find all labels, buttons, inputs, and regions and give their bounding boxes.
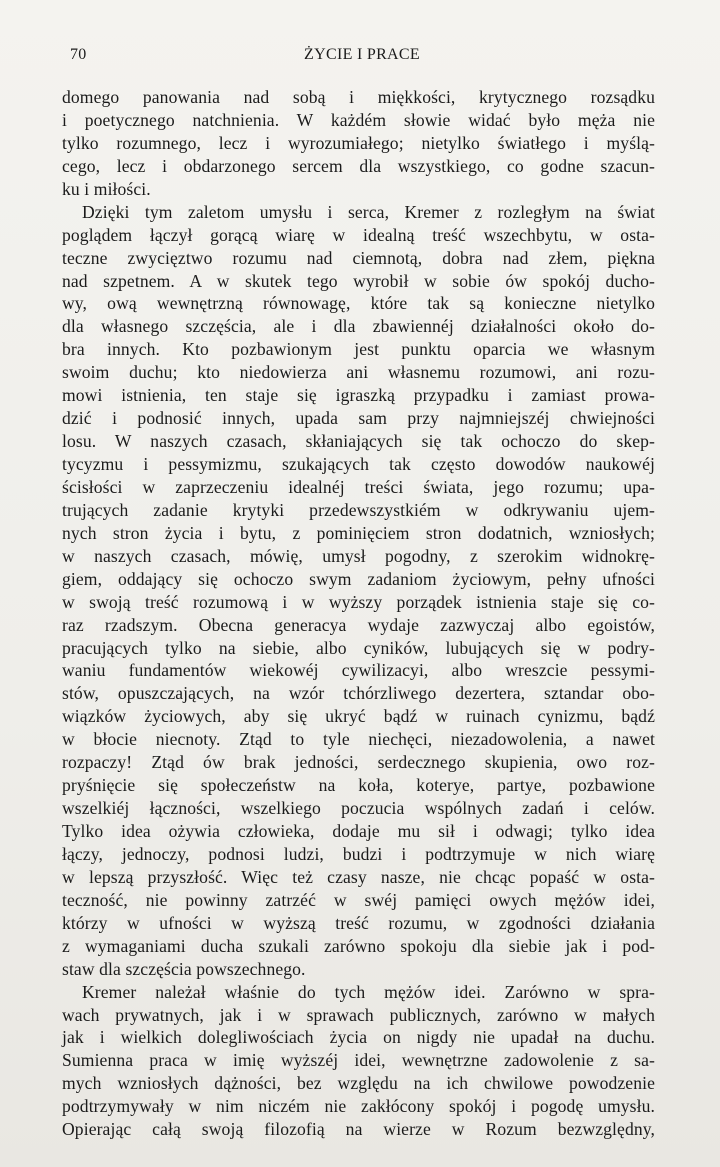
text-line: nych stron życia i bytu, z pominięciem stron dodatnich, wzniosłych; [62,522,655,543]
text-line: wach prywatnych, jak i w sprawach publicznych, zarówno w małych [62,1004,655,1025]
text-line: w naszych czasach, mówię, umysł pogodny, z szerokim widnokrę- [62,545,655,566]
text-line: ścisłości w zaprzeczeniu idealnéj treści świata, jego rozumu; upa- [62,476,655,497]
page-header [62,46,662,72]
text-line: tycyzmu i pessymizmu, szukających tak często dowodów naukowéj [62,454,655,474]
text-line: Kremer należał właśnie do tych mężów idei. Zarówno w spra- [82,981,655,1002]
text-line: którzy w ufności w wyższą treść rozumu, w zgodności działania [62,912,655,933]
text-line: wiązków życiowych, aby się ukryć bądź w ruinach cynizmu, bądź [62,706,655,727]
text-line: jak i wielkich dolegliwościach życia on nigdy nie upadał na duchu. [62,1027,655,1048]
text-line: teczność, nie powinny zatrzéć w swéj pamięci owych mężów idei, [62,889,655,910]
text-line: rozpaczy! Ztąd ów brak jedności, serdecznego skupienia, owo roz- [62,752,655,773]
text-line: poglądem łączył gorącą wiarę w idealną treść wszechbytu, w osta- [62,224,655,245]
text-line: mowi istnienia, ten staje się igraszką przypadku i zamiast prowa- [62,385,655,406]
text-line: podtrzymywały w nim niczém nie zakłócony spokój i pogodę umysłu. [62,1096,655,1117]
text-line: z wymaganiami ducha szukali zarówno spokoju dla siebie jak i pod- [62,935,655,956]
text-line: łączy, jednoczy, podnosi ludzi, budzi i podtrzymuje w nich wiarę [62,843,655,864]
text-line: Dzięki tym zaletom umysłu i serca, Kremer z rozległym na świat [82,201,655,222]
text-line: waniu fundamentów wiekowéj cywilizacyi, albo wreszcie pessymi- [62,660,655,681]
text-line: i poetycznego natchnienia. W każdém słowie widać było męża nie [62,109,655,130]
text-line: bra innych. Kto pozbawionym jest punktu oparcia we własnym [62,339,655,360]
text-line: dla własnego szczęścia, ale i dla zbawiennéj działalności około do- [62,316,655,337]
text-line: dzić i podnosić innych, upada sam przy najmniejszéj chwiejności [62,408,655,429]
text-line: teczne zwycięztwo rozumu nad ciemnotą, dobra nad złem, piękna [62,247,655,268]
text-line: w błocie niecnoty. Ztąd to tyle niechęci, niezadowolenia, a nawet [62,729,655,750]
text-line: pracujących tylko na siebie, albo cyników, lubujących się w podry- [62,637,655,658]
text-line: Sumienna praca w imię wyższéj idei, wewnętrzne zadowolenie z sa- [62,1050,655,1071]
body-text [62,86,655,1141]
text-line: stów, opuszczających, na wzór tchórzliwego dezertera, sztandar obo- [62,683,655,704]
text-line: w swoją treść rozumową i w wyższy porządek istnienia staje się co- [62,591,655,612]
text-line: mych wzniosłych dążności, bez względu na ich chwilowe powodzenie [62,1073,655,1094]
text-line: trujących zadanie krytyki przedewszystkiém w odkrywaniu ujem- [62,499,655,520]
text-line: giem, oddający się ochoczo swym zadaniom życiowym, pełny ufności [62,568,655,589]
text-line: pryśnięcie się społeczeństw na koła, koterye, partye, pozbawione [62,775,655,796]
text-line: tylko rozumnego, lecz i wyrozumiałego; nietylko światłego i myślą- [62,132,655,153]
text-line: w lepszą przyszłość. Więc też czasy nasze, nie chcąc popaść w osta- [62,866,655,887]
text-line: wszelkiéj łączności, wszelkiego poczucia wspólnych zadań i celów. [62,798,655,819]
text-line: Tylko idea ożywia człowieka, dodaje mu sił i odwagi; tylko idea [62,821,655,841]
page-number: 70 [70,46,87,63]
text-line: ku i miłości. [62,178,151,199]
text-line: swoim duchu; kto niedowierza ani własnemu rozumowi, ani rozu- [62,362,655,383]
text-line: domego panowania nad sobą i miękkości, krytycznego rozsądku [62,87,655,107]
text-line: losu. W naszych czasach, skłaniających się tak ochoczo do skep- [62,431,655,452]
text-line: staw dla szczęścia powszechnego. [62,958,306,979]
text-line: Opierając całą swoją filozofią na wierze w Rozum bezwzględny, [62,1119,655,1140]
text-line: raz rzadszym. Obecna generacya wydaje zazwyczaj albo egoistów, [62,614,655,635]
text-line: cego, lecz i obdarzonego sercem dla wszystkiego, co godne szacun- [62,155,655,176]
running-title: ŻYCIE I PRACE [304,46,420,63]
text-line: wy, ową wewnętrzną równowagę, które tak są konieczne nietylko [62,293,655,314]
text-line: nad szpetnem. A w skutek tego wyrobił w sobie ów spokój ducho- [62,270,655,291]
